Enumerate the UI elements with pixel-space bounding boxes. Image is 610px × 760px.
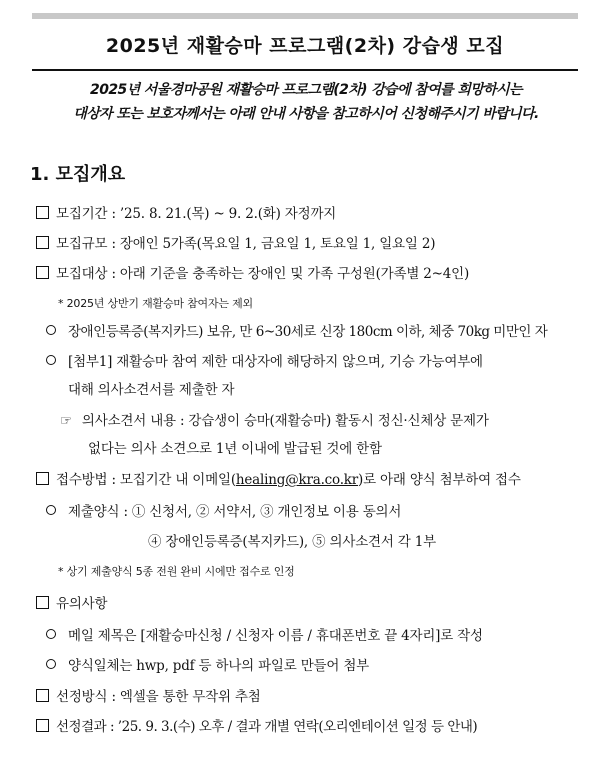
period-value: : ’25. 8. 21.(목) ~ 9. 2.(화) 자정까지 xyxy=(111,206,337,222)
apply-prefix: : 모집기간 내 이메일( xyxy=(111,472,236,488)
notice-item-1-text: 메일 제목은 [재활승마신청 / 신청자 이름 / 휴대폰번호 끝 4자리]로 작성 xyxy=(68,628,483,644)
scale-value: : 장애인 5가족(목요일 1, 금요일 1, 토요일 1, 일요일 2) xyxy=(111,236,436,252)
period-label: 모집기간 xyxy=(56,206,108,222)
result-value: : ’25. 9. 3.(수) 오후 / 결과 개별 연락(오리엔테이션 일정 등 안내) xyxy=(109,719,478,735)
bullet-circle-icon xyxy=(46,325,56,335)
checkbox-icon xyxy=(36,206,49,219)
method-label: 선정방식 xyxy=(56,689,108,705)
intro-line-2: 대상자 또는 보호자께서는 아래 안내 사항을 참고하시어 신청해주시기 바랍니다. xyxy=(73,106,539,122)
email-link[interactable]: healing@kra.co.kr xyxy=(235,472,359,488)
document-title: 2025년 재활승마 프로그램(2차) 강습생 모집 xyxy=(32,13,578,71)
notice-row xyxy=(36,592,107,612)
target-value: : 아래 기준을 충족하는 장애인 및 가족 구성원(가족별 2~4인) xyxy=(111,266,470,282)
bullet-circle-icon xyxy=(46,355,56,365)
apply-suffix: )로 아래 양식 첨부하여 접수 xyxy=(358,472,521,488)
bullet-circle-icon xyxy=(46,629,56,639)
result-row xyxy=(36,715,477,735)
bullet-circle-icon xyxy=(46,505,56,515)
method-row xyxy=(36,685,261,705)
target-row xyxy=(36,262,469,282)
opinion-text: 의사소견서 내용 : 강습생이 승마(재활승마) 활동시 정신·신체상 문제가 xyxy=(81,413,489,429)
intro-paragraph xyxy=(20,78,592,126)
pointing-hand-icon: ☞ xyxy=(60,413,72,429)
period-row xyxy=(36,202,336,222)
target-note: * 2025년 상반기 재활승마 참여자는 제외 xyxy=(58,297,253,310)
target-item-1 xyxy=(46,320,547,340)
apply-row xyxy=(36,468,521,488)
scale-row xyxy=(36,232,435,252)
checkbox-icon xyxy=(36,266,49,279)
notice-item-2-text: 양식일체는 hwp, pdf 등 하나의 파일로 만들어 첨부 xyxy=(68,658,369,674)
bullet-circle-icon xyxy=(46,659,56,669)
opinion-cont: 없다는 의사 소견으로 1년 이내에 발급된 것에 한함 xyxy=(88,441,382,457)
checkbox-icon xyxy=(36,719,49,732)
target-item-2-text: [첨부1] 재활승마 참여 제한 대상자에 해당하지 않으며, 기승 가능여부에 xyxy=(68,354,483,370)
apply-label: 접수방법 xyxy=(56,472,108,488)
notice-label: 유의사항 xyxy=(56,596,108,612)
checkbox-icon xyxy=(36,689,49,702)
forms-note: * 상기 제출양식 5종 전원 완비 시에만 접수로 인정 xyxy=(58,565,295,578)
intro-line-1: 2025년 서울경마공원 재활승마 프로그램(2차) 강습에 참여를 희망하시는 xyxy=(90,82,522,98)
target-item-2 xyxy=(46,350,483,370)
target-label: 모집대상 xyxy=(56,266,108,282)
notice-item-2 xyxy=(46,654,369,674)
section-heading: 1. 모집개요 xyxy=(30,164,126,185)
method-value: : 엑셀을 통한 무작위 추첨 xyxy=(111,689,261,705)
forms-text: 제출양식 : ① 신청서, ② 서약서, ③ 개인정보 이용 동의서 xyxy=(68,504,402,520)
target-item-1-text: 장애인등록증(복지카드) 보유, 만 6~30세로 신장 180cm 이하, 체중 70kg 미만인 자 xyxy=(68,324,548,340)
result-label: 선정결과 xyxy=(56,719,107,735)
scale-label: 모집규모 xyxy=(56,236,108,252)
notice-item-1 xyxy=(46,624,483,644)
checkbox-icon xyxy=(36,472,49,485)
checkbox-icon xyxy=(36,236,49,249)
target-item-2-cont: 대해 의사소견서를 제출한 자 xyxy=(68,382,235,398)
checkbox-icon xyxy=(36,596,49,609)
forms-row xyxy=(46,500,401,520)
forms-cont: ④ 장애인등록증(복지카드), ⑤ 의사소견서 각 1부 xyxy=(148,534,436,550)
opinion-row xyxy=(60,409,489,429)
